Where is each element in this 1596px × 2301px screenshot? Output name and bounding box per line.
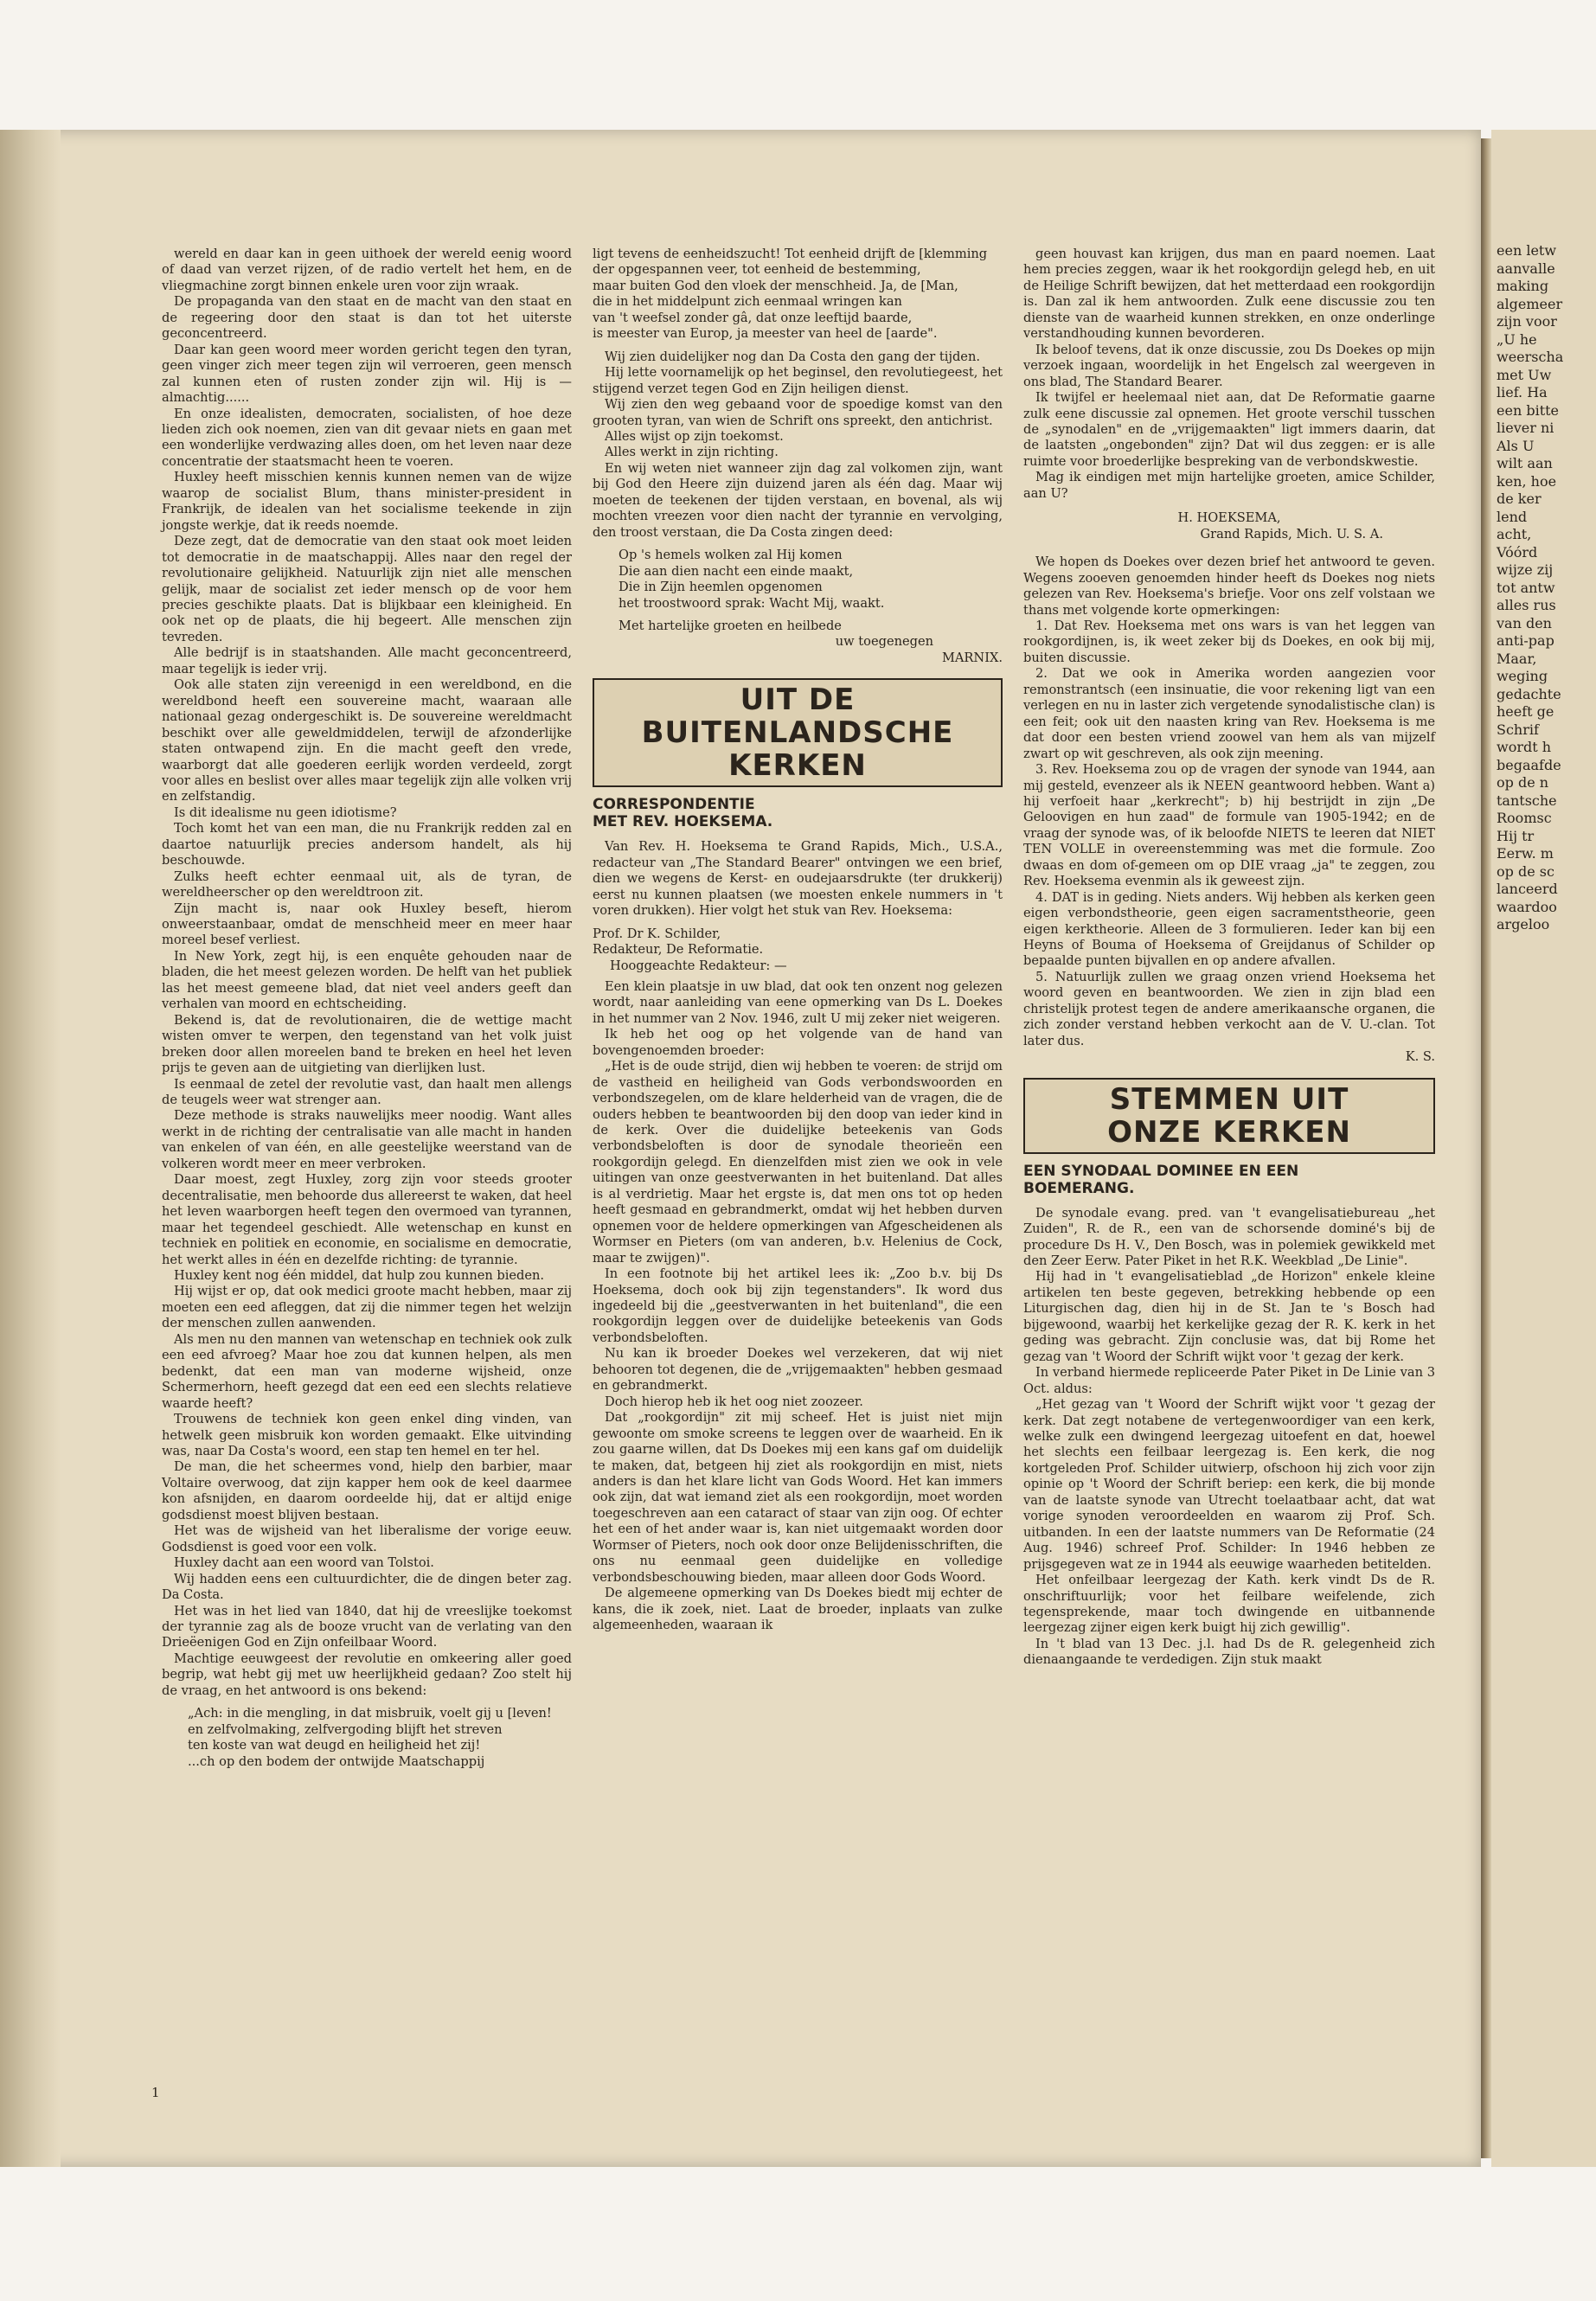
next-page-snippets-para-13: ken, hoe (1497, 472, 1557, 490)
col2-poem2-para-2: Die in Zijn heemlen opgenomen (619, 580, 823, 595)
next-page-snippets-para-10: liever ni (1497, 420, 1554, 436)
next-page-snippets-para-20: alles rus (1497, 597, 1556, 613)
next-page-snippets-para-22: anti-pap (1497, 632, 1554, 649)
col3-c-para-5: In 't blad van 13 Dec. j.l. had Ds de R. gelegenheid zich dienaangaande te verdedigen. Zijn stuk maakt (1023, 1636, 1435, 1668)
col2-c-para-3: In een footnote bij het artikel lees ik: „Zoo b.v. bij Ds Hoeksema, doch ook bij zijn tegenstanders". Ik word dus ingedeeld bij die „geestverwanten in het buitenland", die een rookgordijn leggen over de duidelijke beteekenis van Gods verbondsbeloften. (593, 1266, 1003, 1345)
col1-para-8: Is dit idealisme nu geen idiotisme? (174, 804, 397, 820)
col2-c-para-4: Nu kan ik broeder Doekes wel verzekeren, dat wij niet behooren tot degenen, die de „vrijgemaakten" hebben gesmaad en gebrandmerkt. (593, 1346, 1003, 1394)
col1-para-22: Het was de wijsheid van het liberalisme der vorige eeuw. Godsdienst is goed voor een volk. (162, 1523, 572, 1554)
next-page-snippets-para-32: Roomsc (1497, 810, 1552, 826)
col2-c-para-1: Ik heb het oog op het volgende van de hand van bovengenoemden broeder: (593, 1027, 1003, 1058)
next-page-snippets-para-26: heeft ge (1497, 703, 1554, 720)
next-page-snippets-para-37: waardoo (1497, 898, 1557, 915)
next-page-snippets-para-12: wilt aan (1497, 455, 1553, 471)
col1-para-6: Alle bedrijf is in staatshanden. Alle macht geconcentreerd, maar tegelijk is ieder vrij. (162, 645, 572, 676)
col3-a-para-1: Ik beloof tevens, dat ik onze discussie, zou Ds Doekes op mijn verzoek ingaan, woordelijk in het Engelsch zal weergeven in ons blad, The Standard Bearer. (1023, 342, 1435, 389)
col2-poem1-para-4: van 't weefsel zonder gâ, dat onze leeftijd baarde, (593, 310, 913, 325)
col3-c-para-2: In verband hiermede repliceerde Pater Piket in De Linie van 3 Oct. aldus: (1023, 1365, 1435, 1396)
col1-para-1: De propaganda van den staat en de macht van den staat en de regeering door den staat is dan tot het uiterste geconcentreerd. (162, 294, 572, 342)
next-page-edge (1491, 130, 1596, 2167)
col1-para-19: Als men nu den mannen van wetenschap en techniek ook zulk een eed afvroeg? Maar hoe zou dat kunnen helpen, als men bedenkt, dat een man van moderne wijsheid, onze Schermerhorn, heeft gezegd dat een eed een slechts relatieve waarde heeft? (162, 1331, 572, 1411)
da-costa-quote-2 (593, 247, 1003, 343)
next-page-snippets-para-28: wordt h (1497, 739, 1552, 755)
da-costa-quote-1 (188, 1706, 572, 1770)
next-page-snippets-para-8: lief. Ha (1497, 384, 1548, 401)
column-3 (1023, 247, 1435, 1669)
col1-para-15: Deze methode is straks nauwelijks meer noodig. Want alles werkt in de richting der centralisatie van alle macht in handen van enkelen of van één, en alle geestelijke weerstand van de volkeren wordt meer en meer verbroken. (162, 1108, 572, 1171)
col1-para-12: In New York, zegt hij, is een enquête gehouden naar de bladen, die het meest gelezen worden. De helft van het publiek las het meest gemeene blad, dat niet veel anders geeft dan verhalen van moord en echtscheiding. (162, 948, 572, 1012)
col2-c-para-6: Dat „rookgordijn" zit mij scheef. Het is juist niet mijn gewoonte om smoke screens te leggen over de waarheid. En ik zou gaarne willen, dat Ds Doekes mij een kans gaf om duidelijk te maken, dat, betgeen hij ziet als rookgordijn en mist, niets anders is dan het klare licht van Gods Woord. Het kan immers ook zijn, dat wat iemand ziet als een rookgordijn, moet worden toegeschreven aan een cataract of staar van zijn oog. Of echter het een of het ander waar is, kan niet uitgemaakt worden door Wormser of Pieters, noch ook door onze Belijdenisschriften, die ons nu eenmaal geen duidelijke en volledige verbondsbeschouwing bieden, maar alleen door Gods Woord. (593, 1410, 1003, 1585)
book-gutter (1481, 138, 1491, 2158)
column-3-body-b (1023, 554, 1435, 1049)
col1-para-11: Zijn macht is, naar ook Huxley beseft, hierom onweerstaanbaar, omdat de menschheid meer en meer haar moreel besef verliest. (162, 901, 572, 948)
next-page-snippets-para-35: op de sc (1497, 862, 1554, 880)
next-page-snippets-para-3: algemeer (1497, 295, 1563, 312)
col3-b-para-0: We hopen ds Doekes over dezen brief het antwoord te geven. Wegens zooeven genoemden hinder heeft ds Doekes nog niets gelezen van Rev. Hoeksema's briefje. Voor ons zelf volstaan we thans met volgende korte opmerkingen: (1023, 554, 1435, 618)
next-page-snippets-para-0: een letw (1497, 242, 1557, 259)
next-page-snippets-para-15: lend (1497, 508, 1528, 525)
col1-para-23: Huxley dacht aan een woord van Tolstoi. (174, 1555, 434, 1571)
next-page-snippets-para-38: argeloo (1497, 916, 1550, 933)
col1-para-2: Daar kan geen woord meer worden gericht tegen den tyran, geen vinger zich meer tegen zijn wil verroeren, geen mensch zal kunnen eten of rusten zonder zijn wil. Hij is — almachtig...... (162, 342, 572, 406)
signature-marnix: MARNIX. (941, 650, 1003, 665)
next-page-snippets-para-7: met Uw (1497, 366, 1552, 383)
next-page-snippets-para-11: Als U (1497, 437, 1535, 454)
banner-stemmen-uit-onze-kerken (1023, 1078, 1435, 1154)
next-page-snippets-para-33: Hij tr (1497, 827, 1535, 844)
column-3-body-a (1023, 247, 1435, 502)
col1-poem-para-1: en zelfvolmaking, zelfvergoding blijft het streven (188, 1721, 503, 1737)
signature-location: Grand Rapids, Mich. U. S. A. (1200, 526, 1383, 542)
col2-c-para-2: „Het is de oude strijd, dien wij hebben te voeren: de strijd om de vastheid en heiligheid van Gods verbondswoorden en verbondszegelen, om de klare helderheid van de vragen, die de ouders hebben te beantwoorden bij den doop van ieder kind in de kerk. Over die duidelijke beteekenis van Gods verbondsbeloften is door de synodale theorieën een rookgordijn gelegd. En dienzelfden mist zien we ook in vele uitingen van onze geestverwanten in het buitenland. Dat alles is al verdrietig. Maar het ergste is, dat men ons tot op heden heeft gesmaad en gebrandmerkt, omdat wij het hebben durven opnemen voor de heldere opmerkingen van Afgescheidenen als Wormser en Pieters (om van anderen, b.v. Helenius de Cock, maar te zwijgen)". (593, 1059, 1003, 1266)
next-page-snippets-para-9: een bitte (1497, 401, 1560, 419)
page-number: 1 (151, 2085, 160, 2100)
banner-1-line-1: UIT DE (740, 683, 856, 718)
col2-a-para-1: Hij lette voornamelijk op het beginsel, den revolutiegeest, het stijgend verzet tegen God en Zijn heiligen dienst. (593, 365, 1003, 396)
next-page-snippets-para-14: de ker (1497, 490, 1542, 507)
col3-c-para-3: „Het gezag van 't Woord der Schrift wijkt voor 't gezag der kerk. Dat zegt notabene de vertegenwoordiger van een kerk, welke zulk een dwingend leergezag uitoefent en dat, hoewel het slechts een feilbaar leergezag is. Een kerk, die nog kortgeleden Prof. Schilder uitwierp, ofschoon hij zich voor zijn opinie op 't Woord der Schrift beriep: een kerk, die bij monde van de laatste synode van Utrecht toelaatbaar acht, dat wat vorige synoden veroordeelden en waarom zij Prof. Sch. uitbanden. In een der laatste nummers van De Reformatie (24 Aug. 1946) schreef Prof. Schilder: In 1946 hebben ze prijsgegeven wat ze in 1944 als eeuwige waarheden betitelden. (1023, 1397, 1435, 1572)
column-1-body (162, 247, 572, 1699)
col1-para-24: Wij hadden eens een cultuurdichter, die de dingen beter zag. Da Costa. (162, 1571, 572, 1603)
next-page-snippets-para-6: weerscha (1497, 349, 1564, 365)
next-page-snippets-para-36: lanceerd (1497, 881, 1558, 897)
banner-1-line-2: BUITENLANDSCHE KERKEN (641, 715, 954, 784)
col1-para-20: Trouwens de techniek kon geen enkel ding vinden, van hetwelk geen misbruik kon worden gemaakt. Elke uitvinding was, naar Da Costa's woord, een stap ten hemel en ter hel. (162, 1412, 572, 1458)
col1-poem-para-2: ten koste van wat deugd en heiligheid het zij! (188, 1738, 481, 1753)
signature-hoeksema: H. HOEKSEMA, (1177, 510, 1281, 526)
column-3-body-c (1023, 1206, 1435, 1669)
col2-poem2-para-0: Op 's hemels wolken zal Hij komen (619, 548, 843, 563)
next-page-snippets-para-24: weging (1497, 668, 1548, 684)
col2-a-para-4: Alles werkt in zijn richting. (605, 445, 779, 460)
next-page-snippets-para-29: begaafde (1497, 756, 1561, 773)
col1-para-5: Deze zegt, dat de democratie van den staat ook moet leiden tot democratie in de maatschappij. Alles naar den regel der revolutionaire gelijkheid. Natuurlijk zijn niet alle menschen gelijk, maar de socialist zet ieder mensch op de voor hem precies geschikte plaats. Dat is blijkbaar een kleinigheid. En ook net op de plaats, die hij begeert. Alle menschen zijn tevreden. (162, 534, 572, 644)
heading-1-line-2: MET REV. HOEKSEMA. (593, 813, 773, 831)
banner-uit-de-buitenlandsche-kerken (593, 678, 1003, 787)
col2-a-para-0: Wij zien duidelijker nog dan Da Costa den gang der tijden. (605, 349, 980, 364)
col1-para-10: Zulks heeft echter eenmaal uit, als de tyran, de wereldheerscher op den wereldtroon zit. (162, 868, 572, 901)
next-page-snippets-para-18: wijze zij (1497, 561, 1554, 578)
col2-poem2-para-1: Die aan dien nacht een einde maakt, (619, 563, 854, 579)
heading-1-line-1: CORRESPONDENTIE (593, 796, 755, 814)
col1-poem-para-3: ...ch op den bodem der ontwijde Maatschappij (188, 1753, 485, 1769)
col1-para-14: Is eenmaal de zetel der revolutie vast, dan haalt men allengs de teugels weer wat strenger aan. (162, 1076, 572, 1108)
heading-synodaal-dominee (1023, 1163, 1435, 1197)
col3-a-para-0: geen houvast kan krijgen, dus man en paard noemen. Laat hem precies zeggen, waar ik het rookgordijn gelegd heb, en uit de Heilige Schrift bewijzen, dat het metterdaad een rookgordijn is. Dan zal ik hem antwoorden. Zulk eene discussie zou ten dienste van de waarheid kunnen strekken, en onze onderlinge verstandhouding kunnen bevorderen. (1023, 247, 1435, 342)
col1-para-0: wereld en daar kan in geen uithoek der wereld eenig woord of daad van verzet rijzen, of de radio vertelt het hem, en de vliegmachine zorgt binnen enkele uren voor zijn wraak. (162, 247, 572, 293)
heading-2-line-1: EEN SYNODAAL DOMINEE EN EEN (1023, 1162, 1299, 1180)
col2-poem1-para-3: die in het middelpunt zich eenmaal wringen kan (593, 294, 902, 310)
col2-poem1-para-5: is meester van Europ, ja meester van heel de [aarde". (593, 326, 938, 342)
banner-2-line-2: ONZE KERKEN (1107, 1114, 1351, 1150)
next-page-snippets-para-21: van den (1497, 614, 1552, 631)
col3-a-para-2: Ik twijfel er heelemaal niet aan, dat De Reformatie gaarne zulk eene discussie zal opnemen. Het groote verschil tusschen de „synodalen" en de „vrijgemaakten" ligt immers daarin, dat de laatsten „ongebonden" zijn? Dat wil dus zeggen: er is alle ruimte voor broederlijke bespreking van de verbondskwestie. (1023, 390, 1435, 469)
col3-c-para-0: De synodale evang. pred. van 't evangelisatiebureau „het Zuiden", R. de R., een van de schorsende dominé's bij de procedure Ds H. V., Den Bosch, was in polemiek gewikkeld met den Zeer Eerw. Pater Piket in het R.K. Weekblad „De Linie". (1023, 1205, 1435, 1269)
greeting-2: uw toegenegen (835, 634, 933, 650)
col3-c-para-1: Hij had in 't evangelisatieblad „de Horizon" enkele kleine artikelen ten beste gegeven, betrekking hebbende op een Liturgischen dag, dien hij in de St. Jan te 's Bosch had bijgewoond, waarbij het kerkelijke gezag der R. K. kerk in het geding was gebracht. Zijn conclusie was, dat bij Rome het gezag van 't Woord der Schrift wijkt voor 't gezag der kerk. (1023, 1269, 1435, 1364)
col2-a-para-5: En wij weten niet wanneer zijn dag zal volkomen zijn, want bij God den Heere zijn duizend jaren als één dag. Maar wij moeten de teekenen der tijden verstaan, en bovenal, als wij mochten vreezen voor dien nacht der tyrannie en vervolging, den troost verstaan, die Da Costa zingen deed: (593, 460, 1003, 540)
heading-correspondentie (593, 796, 1003, 830)
col2-c-para-5: Doch hierop heb ik het oog niet zoozeer. (605, 1394, 863, 1409)
next-page-snippets-para-25: gedachte (1497, 685, 1561, 702)
next-page-snippets-para-5: „U he (1497, 330, 1537, 348)
col1-para-21: De man, die het scheermes vond, hielp den barbier, maar Voltaire overwoog, dat zijn kapper hem ook de keel daarmee kon afsnijden, en daarom oordeelde hij, dat er altijd enige godsdienst moest blijven bestaan. (162, 1459, 572, 1522)
next-page-snippets-para-17: Vóórd (1497, 543, 1538, 561)
column-1 (162, 247, 572, 1777)
col1-para-13: Bekend is, dat de revolutionairen, die de wettige macht wisten omver te werpen, den tegenstand van het volk juist breken door allen moreelen band te breken en heel het leven prijs te geven aan de uitgieting van dierlijken lust. (162, 1012, 572, 1076)
col1-para-17: Huxley kent nog één middel, dat hulp zou kunnen bieden. (174, 1268, 545, 1283)
col2-poem1-para-1: der opgespannen veer, tot eenheid de bestemming, (593, 262, 921, 278)
heading-2-line-2: BOEMERANG. (1023, 1179, 1135, 1197)
next-page-snippets-para-30: op de n (1497, 774, 1549, 791)
col2-c-para-0: Een klein plaatsje in uw blad, dat ook ten onzent nog gelezen wordt, naar aanleiding van eene opmerking van Ds L. Doekes in het nummer van 2 Nov. 1946, zult U mij zeker niet weigeren. (593, 978, 1003, 1026)
banner-2-line-1: STEMMEN UIT (1109, 1081, 1349, 1117)
col3-c-para-4: Het onfeilbaar leergezag der Kath. kerk vindt Ds de R. onschriftuurlijk; voor het feilbare weifelende, zich tegensprekende, maar toch dwingende en uitbannende leergezag zijner eigen kerk buigt hij zich gewillig". (1023, 1573, 1435, 1636)
next-page-text (1491, 130, 1596, 934)
address-2: Redakteur, De Reformatie. (593, 942, 764, 958)
next-page-snippets-para-16: acht, (1497, 526, 1532, 542)
signature-ks: K. S. (1405, 1049, 1435, 1065)
col3-b-para-4: 4. DAT is in geding. Niets anders. Wij hebben als kerken geen eigen verbondstheorie, geen eigen sacramentstheorie, geen eigen kerktheorie. Alleen de 3 formulieren. Ieder kan bij een Heyns of Bouma of Hoeksema of Greijdanus of Schilder op bepaalde punten bijvallen en op andere afvallen. (1023, 889, 1435, 969)
col1-para-3: En onze idealisten, democraten, socialisten, of hoe deze lieden zich ook noemen, zien van dit gevaar niets en gaan met een wonderlijke verdwazing alles doen, om het leven naar deze concentratie der staatsmacht heen te voeren. (162, 406, 572, 469)
col3-b-para-1: 1. Dat Rev. Hoeksema met ons wars is van het leggen van rookgordijnen, is, ik weet zeker bij ds Doekes, en ook bij mij, buiten discussie. (1023, 618, 1435, 665)
next-page-snippets-para-19: tot antw (1497, 579, 1555, 596)
col3-a-para-3: Mag ik eindigen met mijn hartelijke groeten, amice Schilder, aan U? (1023, 470, 1435, 501)
next-page-snippets-para-2: making (1497, 278, 1549, 294)
col1-para-18: Hij wijst er op, dat ook medici groote macht hebben, maar zij moeten een eed afleggen, dat zij die nimmer tegen het welzijn der menschen zullen aanwenden. (162, 1284, 572, 1331)
next-page-snippets-para-1: aanvalle (1497, 260, 1555, 277)
column-2-body-a (593, 349, 1003, 541)
column-2 (593, 247, 1003, 1634)
next-page-snippets-para-34: Eerw. m (1497, 845, 1554, 862)
col2-b-para-0: Van Rev. H. Hoeksema te Grand Rapids, Mich., U.S.A., redacteur van „The Standard Bearer" ontvingen we een brief, dien we wegens de Kerst- en oudejaarsdrukte (ter drukkerij) eerst nu kunnen plaatsen (we moesten enkele nummers in 't voren drukken). Hier volgt het stuk van Rev. Hoeksema: (593, 839, 1003, 919)
address-3: Hooggeachte Redakteur: — (610, 958, 787, 973)
greeting: Met hartelijke groeten en heilbede (619, 618, 842, 633)
column-2-body-b (593, 839, 1003, 919)
col2-poem1-para-2: maar buiten God den vloek der menschheid. Ja, de [Man, (593, 278, 958, 293)
col1-para-26: Machtige eeuwgeest der revolutie en omkeering aller goed begrip, wat hebt gij met uw heerlijkheid gedaan? Zoo stelt hij de vraag, en het antwoord is ons bekend: (162, 1650, 572, 1698)
col2-poem1-para-0: ligt tevens de eenheidszucht! Tot eenheid drijft de [klemming (593, 247, 988, 261)
col3-b-para-3: 3. Rev. Hoeksema zou op de vragen der synode van 1944, aan mij gesteld, evenzeer als ik NEEN geantwoord hebben. Want a) hij verfoeit haar „kerkrecht"; b) hij bestrijdt in zijn „De Geloovigen en hun zaad" de formule van 1905-1942; en de vraag der synode was, of ik beloofde NIETS te leeren dat NIET TEN VOLLE in overeenstemming was met die formule. Zoo dwaas en dom of-gemeen om op DIE vraag „ja" te zeggen, zou Rev. Hoeksema evenmin als ik geweest zijn. (1023, 762, 1435, 889)
next-page-snippets-para-27: Schrif (1497, 721, 1539, 738)
column-2-body-c (593, 979, 1003, 1634)
next-page-snippets-para-31: tantsche (1497, 792, 1557, 809)
col1-para-9: Toch komt het van een man, die nu Frankrijk redden zal en daartoe natuurlijk precies andersom handelt, als hij beschouwde. (162, 821, 572, 868)
da-costa-quote-3 (619, 548, 1003, 612)
next-page-snippets-para-4: zijn voor (1497, 313, 1557, 330)
col1-para-16: Daar moest, zegt Huxley, zorg zijn voor steeds grooter decentralisatie, men behoorde dus allereerst te waken, dat heel het leven waarborgen heeft tegen den overmoed van tyrannen, maar het tegendeel geschiedt. Alle wetenschap en kunst en techniek en politiek en economie, en socialisme en democratie, het werkt alles in één en dezelfde richting: de tyrannie. (162, 1172, 572, 1267)
col2-poem2-para-3: het troostwoord sprak: Wacht Mij, waakt. (619, 595, 885, 611)
col3-b-para-2: 2. Dat we ook in Amerika worden aangezien voor remonstrantsch (een insinuatie, die voor rekening ligt van een verlegen en nu in laster zich vergetende synodalistische clan) is een feit; ook uit den naasten kring van Rev. Hoeksema is me dat door een besten vriend zoowel van hem als van mijzelf zwart op wit geschreven, als ook zijn meening. (1023, 666, 1435, 761)
col3-b-para-5: 5. Natuurlijk zullen we graag onzen vriend Hoeksema het woord geven en beantwoorden. We zien in zijn blad een christelijk protest tegen de andere amerikaansche organen, die zich zonder verstand hebben verkocht aan de V. U.-clan. Tot later dus. (1023, 969, 1435, 1048)
address-1: Prof. Dr K. Schilder, (593, 926, 721, 941)
col1-para-4: Huxley heeft misschien kennis kunnen nemen van de wijze waarop de socialist Blum, thans minister-president in Frankrijk, de idealen van het socialisme teekende in zijn jongste werkje, dat ik reeds noemde. (162, 470, 572, 533)
next-page-snippets-para-23: Maar, (1497, 650, 1537, 667)
col2-a-para-3: Alles wijst op zijn toekomst. (605, 428, 784, 444)
col1-poem-para-0: „Ach: in die mengling, in dat misbruik, voelt gij u [leven! (188, 1706, 552, 1721)
col2-a-para-2: Wij zien den weg gebaand voor de spoedige komst van den grooten tyran, van wien de Schrift ons spreekt, den antichrist. (593, 397, 1003, 428)
col1-para-7: Ook alle staten zijn vereenigd in een wereldbond, en die wereldbond heeft een souvereine macht, waaraan alle nationaal gezag ondergeschikt is. De souvereine wereldmacht beschikt over alle geweldmiddelen, terwijl de afzonderlijke staten ontwapend zijn. En die macht geeft den vrede, waarborgt dat alle goederen eerlijk worden verdeeld, zorgt voor alles en beslist over alles maar tegelijk zijn alle volken vrij en zelfstandig. (162, 677, 572, 804)
col2-c-para-7: De algemeene opmerking van Ds Doekes biedt mij echter de kans, die ik zoek, niet. Laat de broeder, inplaats van zulke algemeenheden, waaraan ik (593, 1586, 1003, 1633)
col1-para-25: Het was in het lied van 1840, dat hij de vreeslijke toekomst der tyrannie zag als de booze vrucht van de verlating van den Drieëenigen God en Zijn onfeilbaar Woord. (162, 1603, 572, 1650)
